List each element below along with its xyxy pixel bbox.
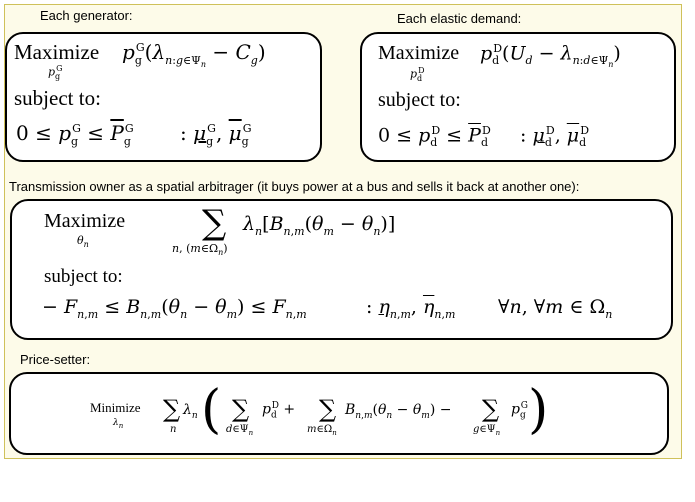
transmission-maximize: Maximize — [44, 210, 126, 232]
transmission-duals: : $\eta_{n,m}$, $\overline{\eta}_{n,m}$ — [366, 296, 456, 321]
caption-generator: Each generator: — [40, 8, 133, 23]
price-setter-sum2-index: $d\in\Psi_n$ — [226, 424, 254, 437]
generator-maximize: Maximize — [14, 40, 100, 64]
demand-duals: : $\mu_d^D$, $\overline{\mu}_d^D$ — [520, 124, 590, 150]
caption-transmission: Transmission owner as a spatial arbitrager (it buys power at a bus and sells it back at another one): — [9, 179, 580, 194]
price-setter-sum2: ∑ — [232, 395, 250, 423]
transmission-objective: $\lambda_n[B_{n,m}(\theta_m - \theta_n)]$ — [243, 213, 396, 238]
generator-duals: : $\mu_g^G$, $\overline{\mu}_g^G$ — [180, 121, 252, 148]
price-setter-sum1: ∑ — [163, 395, 181, 423]
price-setter-sum4-index: $g\in\Psi_n$ — [473, 424, 501, 437]
transmission-var-under: $\theta_n$ — [77, 234, 89, 250]
demand-maximize: Maximize — [378, 42, 460, 64]
price-setter-sum4: ∑ — [482, 395, 500, 423]
price-setter-sum3: ∑ — [319, 395, 337, 423]
price-setter-right-paren: ) — [528, 380, 549, 440]
demand-subject-to: subject to: — [378, 89, 461, 111]
demand-objective: $p_d^D(U_d - \lambda_{n:d\in\Psi_n})$ — [480, 42, 621, 70]
demand-constraint: $0 \le p_d^D \le \overline{P}_d^D$ — [378, 124, 491, 150]
price-setter-minimize: Minimize — [90, 400, 141, 415]
transmission-constraint: − $F_{n,m} \le B_{n,m}(\theta_n - \theta_m) \le F_{n,m}$ — [42, 296, 307, 321]
price-setter-term2: $B_{n,m}(\theta_n - \theta_m)$ − — [345, 402, 452, 421]
price-setter-term1: $p_d^D$ + — [262, 401, 296, 421]
price-setter-left-paren: ( — [201, 380, 222, 440]
transmission-sum-symbol: ∑ — [202, 203, 227, 243]
generator-subject-to: subject to: — [14, 86, 101, 110]
price-setter-sum1-index: n — [170, 424, 177, 435]
generator-constraint: $0 \le p_g^G \le \overline{P}_g^G$ — [16, 121, 134, 148]
caption-price-setter: Price-setter: — [20, 352, 91, 367]
transmission-subject-to: subject to: — [44, 266, 123, 287]
price-setter-var-under: $\lambda_n$ — [113, 418, 124, 430]
transmission-sum-index: n, $(m\in\Omega_n)$ — [172, 242, 228, 258]
price-setter-sum3-index: $m\in\Omega_n$ — [307, 424, 337, 437]
transmission-quantifier: ∀n, ∀m ∈ $\Omega_n$ — [498, 296, 613, 321]
caption-demand: Each elastic demand: — [397, 11, 522, 26]
generator-objective: $p_g^G(\lambda_{n:g\in\Psi_n} - C_g)$ — [122, 40, 266, 70]
demand-var-under: $p_d^D$ — [410, 66, 425, 83]
price-setter-lambda: $\lambda_n$ — [183, 402, 198, 421]
generator-var-under: $p_g^G$ — [48, 64, 63, 81]
price-setter-term3: $p_g^G$ — [511, 401, 528, 421]
